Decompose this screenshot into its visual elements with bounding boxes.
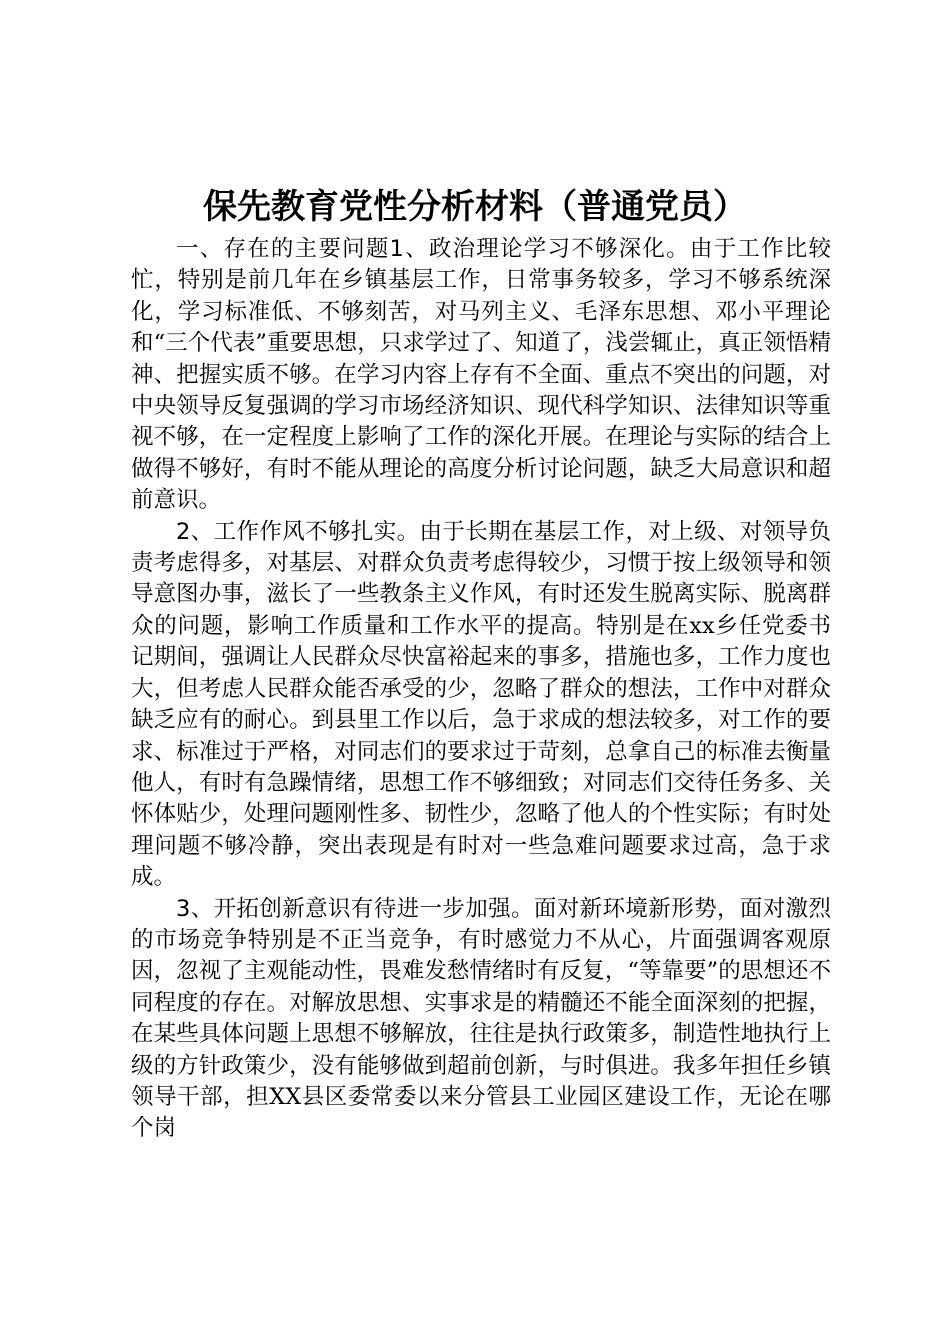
paragraph-heading: 一、存在的主要问题1、政治理论学习不够深化。	[176, 236, 690, 262]
paragraph-text: 面对新环境新形势，面对激烈的市场竞争特别是不正当竞争，有时感觉力不从心，片面强调客观原因，忽视了主观能动性，畏难发愁情绪时有反复，“等靠要”的思想还不同程度的存在。对解放思想、实事求是的精髓还不能全面深刻的把握，在某些具体问题上思想不够解放，往往是执行政策多，制造性地执行上级的方针政策少，没有能够做到超前创新，与时俱进。我多年担任乡镇领导干部，担XX县区委常委以来分管县工业园区建设工作，无论在哪个岗	[131, 895, 831, 1142]
paragraph-heading: 3、开拓创新意识有待进一步加强。	[176, 895, 534, 922]
document-title: 保先教育党性分析材料（普通党员）	[203, 187, 747, 227]
paragraph-3	[131, 894, 831, 1145]
paragraph-text: 由于长期在基层工作，对上级、对领导负责考虑得多，对基层、对群众负责考虑得较少，习惯于按上级领导和领导意图办事，滋长了一些教条主义作风，有时还发生脱离实际、脱离群众的问题，影响工作质量和工作水平的提高。特别是在xx乡任党委书记期间，强调让人民群众尽快富裕起来的事多，措施也多，工作力度也大，但考虑人民群众能否承受的少，忽略了群众的想法，工作中对群众缺乏应有的耐心。到县里工作以后，急于求成的想法较多，对工作的要求、标准过于严格，对同志们的要求过于苛刻，总拿自己的标准去衡量他人，有时有急躁情绪，思想工作不够细致；对同志们交待任务多、关怀体贴少，处理问题刚性多、韧性少，忽略了他人的个性实际；有时处理问题不够冷静，突出表现是有时对一些急难问题要求过高，急于求成。	[131, 518, 831, 891]
paragraph-2	[131, 517, 831, 894]
paragraph-heading: 2、工作作风不够扎实。	[176, 518, 420, 545]
document-body	[131, 234, 831, 1145]
paragraph-1	[131, 234, 831, 517]
paragraph-text: 由于工作比较忙，特别是前几年在乡镇基层工作，日常事务较多，学习不够系统深化，学习标准低、不够刻苦，对马列主义、毛泽东思想、邓小平理论和“三个代表”重要思想，只求学过了、知道了，浅尝辄止，真正领悟精神、把握实质不够。在学习内容上存有不全面、重点不突出的问题，对中央领导反复强调的学习市场经济知识、现代科学知识、法律知识等重视不够，在一定程度上影响了工作的深化开展。在理论与实际的结合上做得不够好，有时不能从理论的高度分析讨论问题，缺乏大局意识和超前意识。	[131, 236, 831, 514]
